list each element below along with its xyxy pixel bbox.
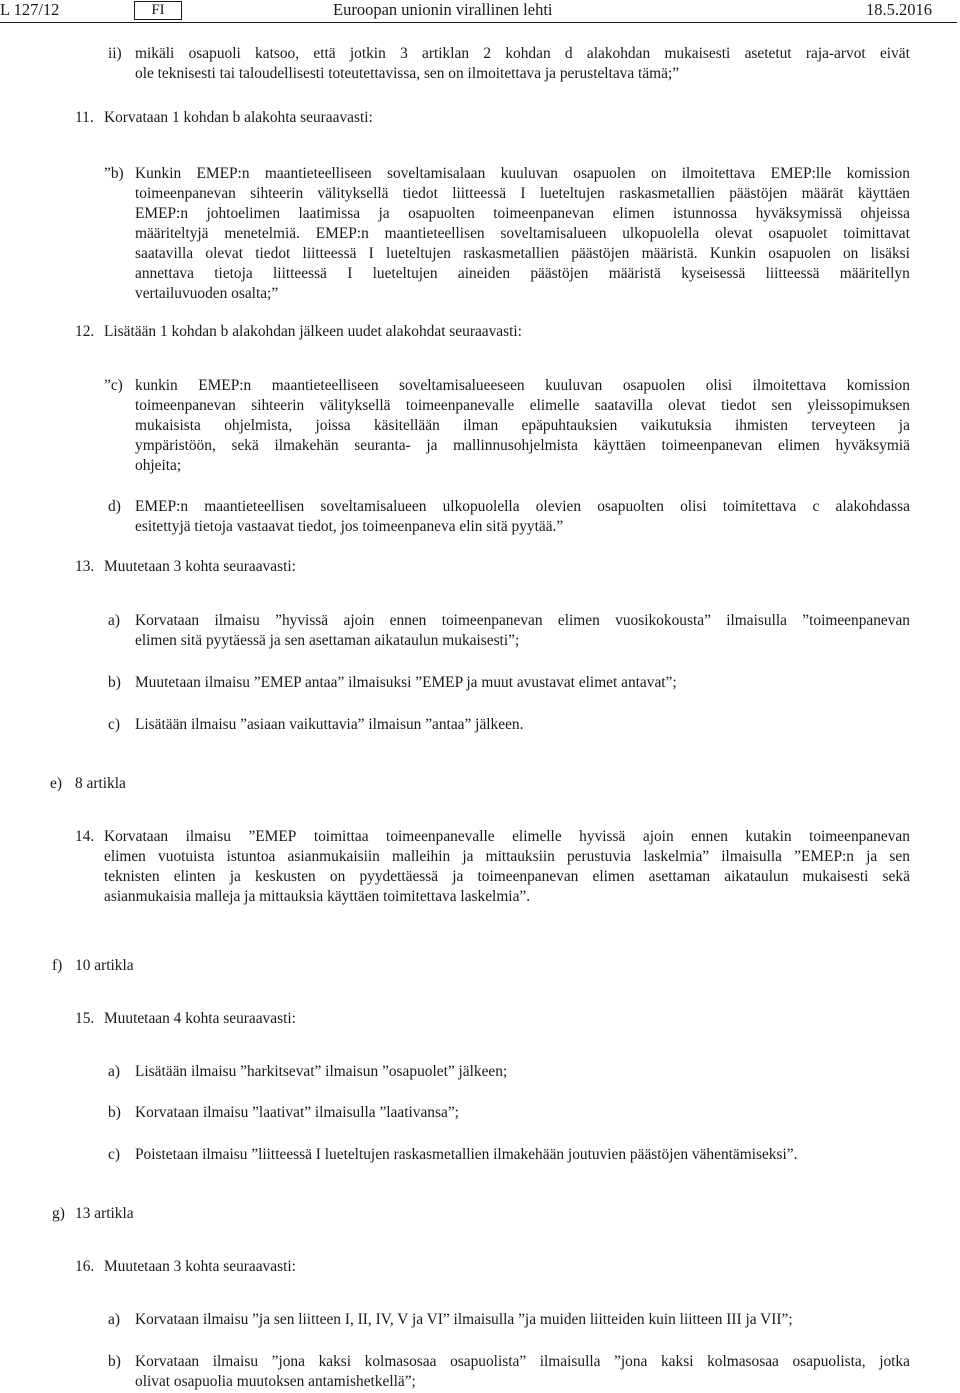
item-label: d) [108,498,121,515]
text-line: toimeenpanevan sihteerin välityksellä toimeenpanevalle elimelle saatavilla olevat tiedot sen yleissopimuksen [135,397,910,414]
paragraph-p12 [104,322,910,342]
text-line: Poistetaan ilmaisu ”liitteessä I lueteltujen raskasmetallien ilmakehään joutuvien päästöjen vähentämiseksi”. [135,1146,798,1163]
paragraph-e [75,774,910,794]
item-label: ii) [108,45,122,62]
publication-date: 18.5.2016 [866,0,932,19]
text-line: ympäristöön, sekä ilmakehän seuranta- ja mallinnusohjelmista käyttäen toimeenpanevan elimen hyväksymiä [135,437,910,454]
text-line: olivat osapuolia muutoksen antamishetkellä”; [135,1373,416,1390]
text-line: saatavilla olevat tiedot liitteessä I lueteltujen raskasmetallien päästöjen määristä. Kunkin osapuolen on lisäksi [135,245,910,262]
item-label: a) [108,1311,120,1328]
item-label: f) [52,957,63,974]
text-line: määriteltyjä menetelmiä. EMEP:n maantieteellisen soveltamisalueen ulkopuolella olevat osapuolet toimittavat [135,225,910,242]
header-rule [0,22,957,23]
item-label: b) [108,1104,121,1121]
item-label: b) [108,674,121,691]
paragraph-b15 [135,1103,910,1123]
paragraph-b13 [135,673,910,693]
paragraph-c15 [135,1145,910,1165]
text-line: teknisten elinten ja keskusten on pyydettäessä ja toimeenpanevan elimen asettaman aikataulun mukaisesti sekä [104,868,910,885]
item-label: b) [108,1353,121,1370]
text-line: Muutetaan 4 kohta seuraavasti: [104,1010,296,1027]
paragraph-a15 [135,1062,910,1082]
item-label: 16. [75,1258,95,1275]
item-label: a) [108,1063,120,1080]
text-line: Korvataan ilmaisu ”laativat” ilmaisulla ”laativansa”; [135,1104,459,1121]
item-label: e) [50,775,62,792]
item-label: 15. [75,1010,95,1027]
text-line: EMEP:n johtoelimen laatimissa ja osapuolten toimeenpanevan elimen istunnossa hyväksymissä ohjeissa [135,205,910,222]
text-line: 10 artikla [75,957,134,974]
text-line: Korvataan ilmaisu ”ja sen liitteen I, II, IV, V ja VI” ilmaisulla ”ja muiden liitteiden kuin liitteen III ja VII”; [135,1311,793,1328]
text-line: 8 artikla [75,775,126,792]
paragraph-p13 [104,557,910,577]
item-label: 13. [75,558,95,575]
text-line: Korvataan 1 kohdan b alakohta seuraavasti: [104,109,373,126]
text-line: vertailuvuoden osalta;” [135,285,279,302]
paragraph-a13 [135,611,910,651]
text-line: Korvataan ilmaisu ”EMEP toimittaa toimeenpanevalle elimelle hyvissä ajoin ennen kutakin toimeenpanevan [104,828,910,845]
text-line: mikäli osapuoli katsoo, että jotkin 3 artiklan 2 kohdan d alakohdan mukaisesti asetetut raja-arvot eivät [135,45,910,62]
paragraph-f [75,956,910,976]
text-line: ohjeita; [135,457,182,474]
text-line: toimeenpanevan sihteerin välityksellä tiedot liitteessä I lueteltujen raskasmetallien päästöjen määrät käyttäen [135,185,910,202]
item-label: a) [108,612,120,629]
paragraph-p11 [104,108,910,128]
text-line: Lisätään ilmaisu ”asiaan vaikuttavia” ilmaisun ”antaa” jälkeen. [135,716,524,733]
text-line: asianmukaisia malleja ja mittauksia käyttäen toimitettava laskelmia”. [104,888,531,905]
text-line: mukaisista ohjelmista, joissa käsitellään ilman epäpuhtauksien vaikutuksia ihmisten terveyteen ja [135,417,910,434]
item-label: 11. [75,109,94,126]
paragraph-ii [135,44,910,84]
text-line: Muutetaan ilmaisu ”EMEP antaa” ilmaisuksi ”EMEP ja muut avustavat elimet antavat”; [135,674,677,691]
item-label: ”c) [104,377,123,394]
text-line: annettava tietoja liitteessä I lueteltujen aineiden päästöjen määristä kyseisessä liitteessä määritellyn [135,265,910,282]
journal-title: Euroopan unionin virallinen lehti [333,0,553,19]
paragraph-b [135,164,910,304]
text-line: Korvataan ilmaisu ”jona kaksi kolmasosaa osapuolista” ilmaisulla ”jona kaksi kolmasosaa osapuolista, jotka [135,1353,910,1370]
text-line: Lisätään ilmaisu ”harkitsevat” ilmaisun ”osapuolet” jälkeen; [135,1063,508,1080]
paragraph-p16 [104,1257,910,1277]
text-line: Korvataan ilmaisu ”hyvissä ajoin ennen toimeenpanevan elimen vuosikokousta” ilmaisulla ”toimeenpanevan [135,612,910,629]
text-line: Muutetaan 3 kohta seuraavasti: [104,1258,296,1275]
text-line: 13 artikla [75,1205,134,1222]
language-box: FI [134,1,182,20]
text-line: EMEP:n maantieteellisen soveltamisalueen ulkopuolella olevien osapuolten olisi toimitettava c alakohdassa [135,498,910,515]
text-line: Kunkin EMEP:n maantieteelliseen soveltamisalaan kuuluvan osapuolen on ilmoitettava EMEP:lle komission [135,165,910,182]
text-line: elimen vuotuista istuntoa asianmukaisiin malleihin ja mittauksiin perustuvia laskelmia” ilmaisulla ”EMEP:n ja sen [104,848,910,865]
paragraph-p15 [104,1009,910,1029]
item-label: c) [108,1146,120,1163]
paragraph-c [135,376,910,476]
text-line: Lisätään 1 kohdan b alakohdan jälkeen uudet alakohdat seuraavasti: [104,323,522,340]
paragraph-c13 [135,715,910,735]
text-line: kunkin EMEP:n maantieteelliseen soveltamisalueeseen kuuluvan osapuolen olisi ilmoitettava komission [135,377,910,394]
item-label: g) [52,1205,65,1222]
text-line: elimen sitä pyytäessä ja sen asettaman aikataulun mukaisesti”; [135,632,520,649]
item-label: ”b) [104,165,124,182]
paragraph-g [75,1204,910,1224]
item-label: c) [108,716,120,733]
text-line: ole teknisesti tai taloudellisesti toteutettavissa, sen on ilmoitettava ja perusteltava tämä;” [135,65,680,82]
paragraph-a16 [135,1310,910,1330]
text-line: Muutetaan 3 kohta seuraavasti: [104,558,296,575]
paragraph-b16 [135,1352,910,1392]
paragraph-p14 [104,827,910,907]
item-label: 14. [75,828,95,845]
text-line: esitettyjä tietoja vastaavat tiedot, jos toimeenpaneva elin sitä pyytää.” [135,518,564,535]
paragraph-d [135,497,910,537]
item-label: 12. [75,323,95,340]
page-reference: L 127/12 [0,0,60,19]
